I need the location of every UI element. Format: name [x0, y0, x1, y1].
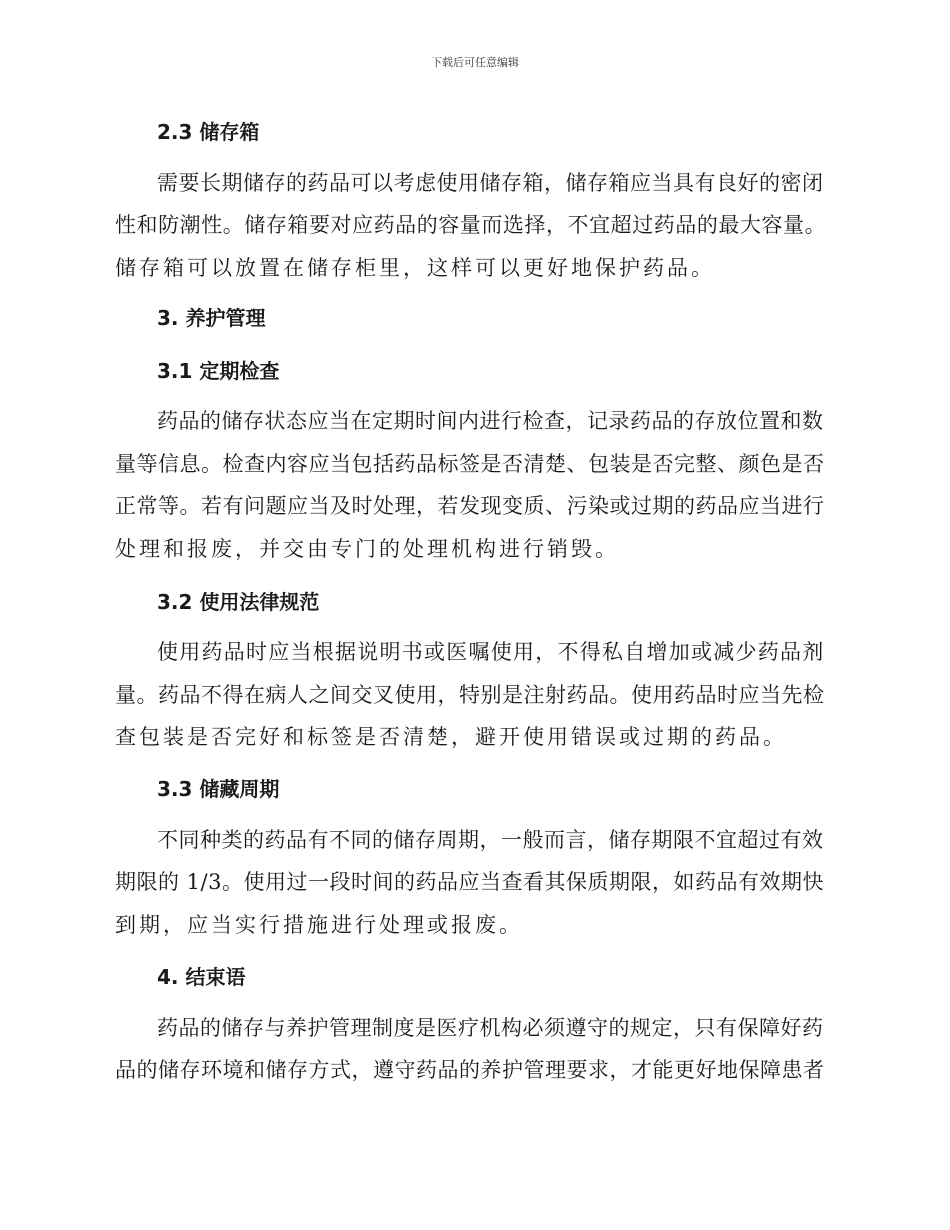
heading-3-2: 3.2 使用法律规范 [157, 590, 320, 614]
heading-3: 3. 养护管理 [157, 306, 266, 330]
paragraph-line: 量。药品不得在病人之间交叉使用，特别是注射药品。使用药品时应当先检 [115, 683, 825, 707]
heading-3-1: 3.1 定期检查 [157, 359, 280, 383]
paragraph-line: 药品的储存状态应当在定期时间内进行检查，记录药品的存放位置和数 [157, 409, 824, 433]
paragraph-line: 量等信息。检查内容应当包括药品标签是否清楚、包装是否完整、颜色是否 [115, 452, 825, 476]
heading-2-3: 2.3 储存箱 [157, 120, 260, 144]
heading-3-3: 3.3 储藏周期 [157, 777, 280, 801]
paragraph-line: 查包装是否完好和标签是否清楚，避开使用错误或过期的药品。 [115, 725, 787, 749]
paragraph-line: 不同种类的药品有不同的储存周期，一般而言，储存期限不宜超过有效 [157, 828, 824, 852]
paragraph-line: 到期，应当实行措施进行处理或报废。 [115, 913, 523, 937]
heading-4: 4. 结束语 [157, 965, 246, 989]
paragraph-line: 处理和报废，并交由专门的处理机构进行销毁。 [115, 537, 619, 561]
paragraph-line: 需要长期储存的药品可以考虑使用储存箱，储存箱应当具有良好的密闭 [157, 171, 824, 195]
page-header-note: 下载后可任意编辑 [431, 56, 519, 69]
paragraph-line: 品的储存环境和储存方式，遵守药品的养护管理要求，才能更好地保障患者 [115, 1058, 825, 1082]
paragraph-line: 性和防潮性。储存箱要对应药品的容量而选择，不宜超过药品的最大容量。 [115, 213, 827, 237]
paragraph-line: 期限的 1/3。使用过一段时间的药品应当查看其保质期限，如药品有效期快 [115, 870, 824, 894]
paragraph-line: 使用药品时应当根据说明书或医嘱使用，不得私自增加或减少药品剂 [157, 640, 825, 664]
paragraph-line: 药品的储存与养护管理制度是医疗机构必须遵守的规定，只有保障好药 [157, 1016, 824, 1040]
paragraph-line: 储存箱可以放置在储存柜里，这样可以更好地保护药品。 [115, 256, 715, 280]
paragraph-line: 正常等。若有问题应当及时处理，若发现变质、污染或过期的药品应当进行 [115, 494, 825, 518]
